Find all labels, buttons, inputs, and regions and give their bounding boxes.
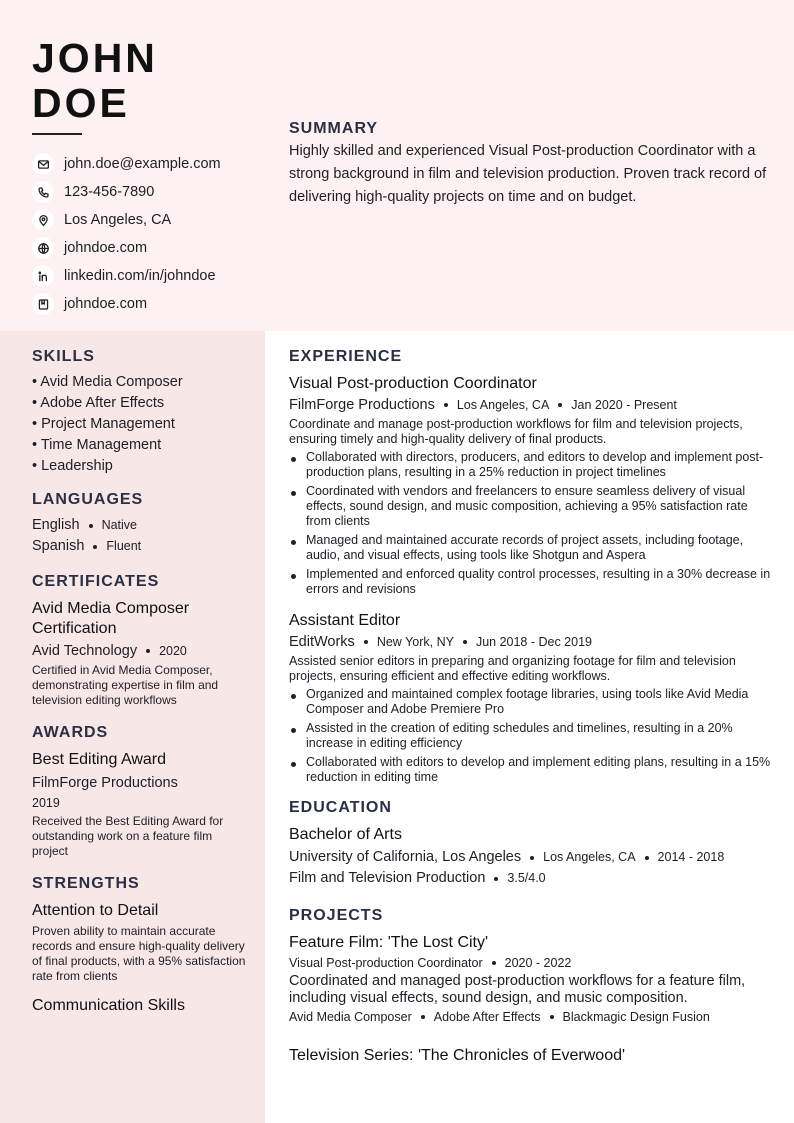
education-meta [289, 847, 774, 868]
contact-location [32, 206, 221, 234]
name-last: DOE [32, 80, 130, 126]
languages-heading: LANGUAGES [32, 491, 144, 508]
separator-dot [93, 545, 97, 549]
award-description: Received the Best Editing Award for outstanding work on a feature film project [32, 814, 224, 858]
skills-heading: SKILLS [32, 348, 95, 365]
separator-dot [463, 640, 467, 644]
project-role: Visual Post-production Coordinator [289, 956, 483, 970]
certificates-section [32, 573, 247, 708]
globe-icon [32, 237, 54, 259]
language-item [32, 536, 247, 557]
education-field: Film and Television Production [289, 870, 486, 886]
education-heading: EDUCATION [289, 799, 392, 816]
job-bullets [289, 450, 774, 597]
experience-heading: EXPERIENCE [289, 348, 403, 365]
job-entry [289, 374, 774, 597]
contact-website-text: johndoe.com [64, 240, 148, 256]
job-bullet: Organized and maintained complex footage libraries, using tools like Avid Media Composer and Adobe Premiere Pro [289, 687, 774, 717]
language-name: Spanish [32, 538, 85, 554]
separator-dot [558, 403, 562, 407]
job-location: New York, NY [376, 635, 454, 649]
education-dates: 2014 - 2018 [657, 850, 725, 864]
experience-section [289, 348, 774, 785]
project-title: Feature Film: 'The Lost City' [289, 934, 489, 951]
awards-section [32, 724, 247, 859]
contact-portfolio-text: johndoe.com [64, 296, 148, 312]
certificate-issuer: Avid Technology [32, 643, 138, 659]
separator-dot [494, 877, 498, 881]
education-gpa: 3.5/4.0 [507, 871, 546, 885]
separator-dot [645, 856, 649, 860]
contact-phone[interactable] [32, 178, 221, 206]
language-item [32, 515, 247, 536]
certificates-heading: CERTIFICATES [32, 573, 160, 590]
strengths-section [32, 875, 247, 1016]
separator-dot [444, 403, 448, 407]
contact-linkedin-text: linkedin.com/in/johndoe [64, 268, 216, 284]
education-degree: Bachelor of Arts [289, 826, 402, 843]
education-school: University of California, Los Angeles [289, 849, 522, 865]
contact-location-text: Los Angeles, CA [64, 212, 172, 228]
job-dates: Jan 2020 - Present [571, 398, 677, 412]
contact-linkedin[interactable] [32, 262, 221, 290]
contact-email-text: john.doe@example.com [64, 156, 221, 172]
summary-text: Highly skilled and experienced Visual Post-production Coordinator with a strong background in film and television production. Proven track record of delivering high-quality projects on time and on budget. [289, 143, 767, 205]
education-location: Los Angeles, CA [543, 850, 636, 864]
certificate-description: Certified in Avid Media Composer, demonstrating expertise in film and television editing workflows [32, 663, 219, 707]
skills-section [32, 348, 247, 477]
main-content [289, 348, 774, 1080]
certificate-meta [32, 641, 247, 661]
contact-list [32, 150, 221, 318]
skill-item: • Avid Media Composer [32, 374, 183, 390]
job-meta [289, 634, 774, 650]
projects-heading: PROJECTS [289, 907, 384, 924]
project-description: Coordinated and managed post-production workflows for a feature film, including visual effects, sound design, and music composition. [289, 973, 746, 1006]
strength-title: Attention to Detail [32, 902, 159, 919]
awards-heading: AWARDS [32, 724, 109, 741]
skill-item: • Leadership [32, 458, 113, 474]
contact-portfolio[interactable] [32, 290, 221, 318]
job-entry [289, 611, 774, 785]
job-bullet: Assisted in the creation of editing schedules and timelines, resulting in a 20% increase in editing efficiency [289, 721, 774, 751]
separator-dot [89, 524, 93, 528]
strengths-heading: STRENGTHS [32, 875, 140, 892]
job-title: Assistant Editor [289, 612, 401, 629]
skill-item: • Project Management [32, 416, 175, 432]
job-company: EditWorks [289, 634, 355, 650]
job-description: Assisted senior editors in preparing and organizing footage for film and television projects, ensuring efficient and effective editing workflows. [289, 654, 736, 683]
strength-description: Proven ability to maintain accurate records and ensure high-quality delivery of final products, with a 95% satisfaction rate from clients [32, 924, 246, 983]
job-company: FilmForge Productions [289, 397, 435, 413]
project-tool: Avid Media Composer [289, 1010, 412, 1024]
project-dates: 2020 - 2022 [504, 956, 572, 970]
separator-dot [364, 640, 368, 644]
skill-item: • Adobe After Effects [32, 395, 165, 411]
skill-item: • Time Management [32, 437, 162, 453]
job-location: Los Angeles, CA [456, 398, 550, 412]
separator-dot [146, 649, 150, 653]
contact-website[interactable] [32, 234, 221, 262]
summary-heading: SUMMARY [289, 120, 379, 137]
separator-dot [550, 1015, 554, 1019]
job-bullet: Collaborated with directors, producers, and editors to develop and implement post-production plans, resulting in a 25% reduction in project timelines [289, 450, 774, 480]
award-issuer: FilmForge Productions [32, 775, 178, 791]
award-year: 2019 [32, 796, 60, 810]
certificate-year: 2020 [159, 644, 187, 658]
project-meta [289, 956, 774, 970]
contact-email[interactable] [32, 150, 221, 178]
location-pin-icon [32, 209, 54, 231]
project-tool: Blackmagic Design Fusion [562, 1010, 710, 1024]
job-bullets [289, 687, 774, 785]
linkedin-icon [32, 265, 54, 287]
separator-dot [492, 961, 496, 965]
name-divider [32, 133, 82, 135]
job-bullet: Implemented and enforced quality control processes, resulting in a 30% decrease in errors and revisions [289, 567, 774, 597]
bookmark-icon [32, 293, 54, 315]
strength-title: Communication Skills [32, 997, 185, 1014]
project-tool: Adobe After Effects [433, 1010, 541, 1024]
mail-icon [32, 153, 54, 175]
certificate-title: Avid Media Composer Certification [32, 600, 190, 637]
education-field-line [289, 868, 774, 889]
contact-phone-text: 123-456-7890 [64, 184, 155, 200]
job-title: Visual Post-production Coordinator [289, 375, 537, 392]
candidate-name [32, 36, 252, 126]
project-title: Television Series: 'The Chronicles of Everwood' [289, 1047, 626, 1064]
language-level: Fluent [106, 539, 142, 553]
separator-dot [421, 1015, 425, 1019]
separator-dot [530, 856, 534, 860]
language-name: English [32, 517, 80, 533]
sidebar [32, 348, 247, 1030]
award-title: Best Editing Award [32, 751, 167, 768]
projects-section [289, 907, 774, 1066]
languages-section [32, 491, 247, 557]
project-tools [289, 1010, 774, 1024]
education-section [289, 799, 774, 889]
language-level: Native [101, 518, 137, 532]
job-description: Coordinate and manage post-production workflows for film and television projects, ensuring timely and high-quality delivery of final products. [289, 417, 743, 446]
job-bullet: Coordinated with vendors and freelancers to ensure seamless delivery of visual effects, sound design, and music composition, achieving a 95% satisfaction rate from clients [289, 484, 774, 529]
job-bullet: Managed and maintained accurate records of project assets, including footage, audio, and visual effects, using tools like Shotgun and Aspera [289, 533, 774, 563]
name-first: JOHN [32, 35, 158, 81]
phone-icon [32, 181, 54, 203]
job-meta [289, 397, 774, 413]
summary-section [289, 120, 774, 209]
job-dates: Jun 2018 - Dec 2019 [475, 635, 592, 649]
job-bullet: Collaborated with editors to develop and implement editing plans, resulting in a 15% reduction in editing time [289, 755, 774, 785]
